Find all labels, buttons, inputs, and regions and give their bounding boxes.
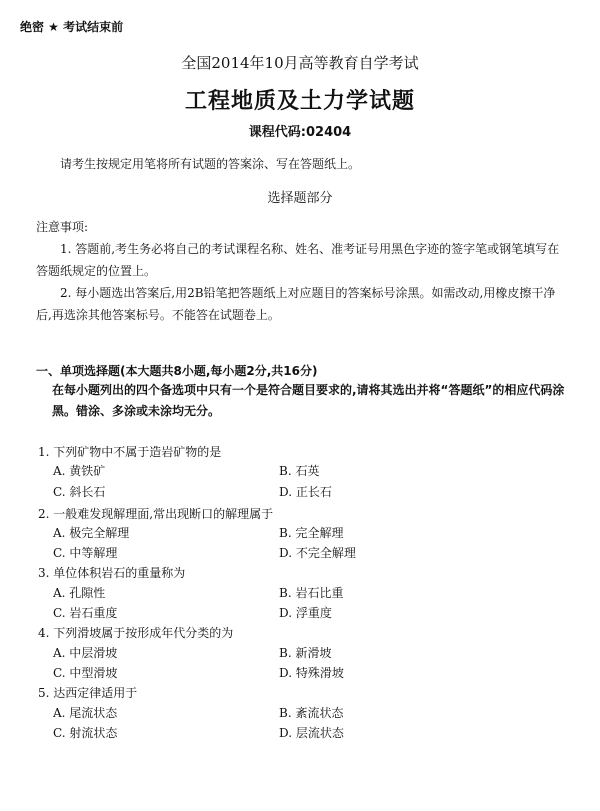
- question-stem: 2. 一般难发现解理面,常出现断口的解理属于: [38, 507, 274, 521]
- option-d: D. 浮重度: [279, 606, 332, 620]
- option-c: C. 中等解理: [53, 546, 118, 560]
- option-b: B. 完全解理: [279, 526, 344, 540]
- general-instruction: 请考生按规定用笔将所有试题的答案涂、写在答题纸上。: [60, 157, 361, 171]
- course-code: 课程代码:02404: [248, 125, 352, 140]
- option-c: C. 中型滑坡: [53, 666, 118, 680]
- option-a: A. 中层滑坡: [53, 646, 118, 660]
- question-stem: 1. 下列矿物中不属于造岩矿物的是: [38, 445, 222, 459]
- option-d: D. 层流状态: [279, 726, 344, 740]
- question-stem: 5. 达西定律适用于: [38, 686, 138, 700]
- option-d: D. 不完全解理: [279, 546, 356, 560]
- option-b: B. 新滑坡: [279, 646, 332, 660]
- option-d: D. 正长石: [279, 485, 332, 499]
- option-b: B. 紊流状态: [279, 706, 344, 720]
- notice-item: 2. 每小题选出答案后,用2B铅笔把答题纸上对应题目的答案标号涂黑。如需改动,用橡皮擦干净后,再选涂其他答案标号。不能答在试题卷上。: [36, 286, 556, 322]
- option-a: A. 尾流状态: [53, 706, 118, 720]
- option-b: B. 石英: [279, 464, 320, 478]
- option-a: A. 黄铁矿: [53, 464, 106, 478]
- option-a: A. 极完全解理: [53, 526, 130, 540]
- option-c: C. 岩石重度: [53, 606, 118, 620]
- exam-name: 全国2014年10月高等教育自学考试: [181, 54, 419, 72]
- notice-heading: 注意事项:: [36, 220, 89, 234]
- option-d: D. 特殊滑坡: [279, 666, 344, 680]
- option-c: C. 斜长石: [53, 485, 106, 499]
- confidential-label: 绝密 ★ 考试结束前: [20, 20, 124, 34]
- section-heading: 一、单项选择题(本大题共8小题,每小题2分,共16分): [36, 364, 318, 378]
- part-title: 选择题部分: [267, 191, 333, 206]
- page-title: 工程地质及土力学试题: [184, 89, 415, 114]
- question-stem: 3. 单位体积岩石的重量称为: [38, 566, 186, 580]
- option-c: C. 射流状态: [53, 726, 118, 740]
- notice-item: 1. 答题前,考生务必将自己的考试课程名称、姓名、准考证号用黑色字迹的签字笔或钢笔填写在答题纸规定的位置上。: [36, 242, 560, 278]
- section-description: 在每小题列出的四个备选项中只有一个是符合题目要求的,请将其选出并将“答题纸”的相应代码涂黑。错涂、多涂或未涂均无分。: [52, 383, 565, 418]
- option-a: A. 孔隙性: [53, 586, 106, 600]
- option-b: B. 岩石比重: [279, 586, 344, 600]
- question-stem: 4. 下列滑坡属于按形成年代分类的为: [38, 626, 234, 640]
